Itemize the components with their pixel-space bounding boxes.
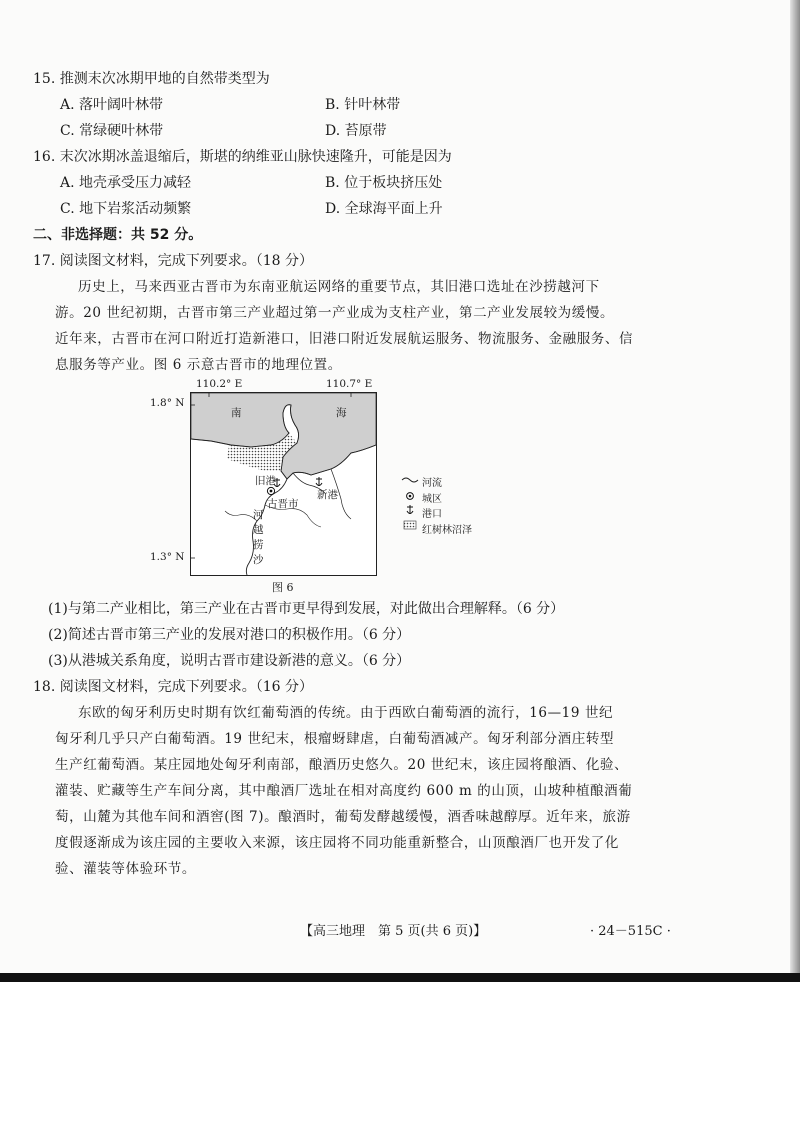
q18-para-line: 验、灌装等体验环节。 [55,861,196,877]
q18-stem: 18. 阅读图文材料，完成下列要求。（16 分） [33,679,313,695]
q16-stem: 16. 末次冰期冰盖退缩后，斯堪的纳维亚山脉快速隆升，可能是因为 [33,149,452,165]
city-label: 古晋市 [267,498,299,510]
q15-option-d: D. 苔原带 [325,123,387,139]
old-port-label: 旧港 [255,475,276,487]
map-lat-top: 1.8° N [150,397,185,409]
q16-option-b: B. 位于板块挤压处 [325,175,443,191]
q15-option-c: C. 常绿硬叶林带 [60,123,164,139]
city-marker-dot [270,490,273,493]
page-edge-shadow [790,0,800,980]
map-lon-right: 110.7° E [326,378,373,390]
q17-subquestion: (1)与第二产业相比，第三产业在古晋市更早得到发展，对此做出合理解释。（6 分） [48,601,565,617]
legend-river-icon [402,478,418,482]
figure-6-map [190,392,377,576]
legend-port-icon [407,505,413,514]
q18-para-line: 匈牙利几乎只产白葡萄酒。19 世纪末，根瘤蚜肆虐，白葡萄酒减产。匈牙利部分酒庄转型 [55,731,615,747]
new-port-label: 新港 [317,489,338,501]
legend-river-label: 河流 [422,478,442,489]
q15-option-a: A. 落叶阔叶林带 [60,97,164,113]
q17-stem: 17. 阅读图文材料，完成下列要求。（18 分） [33,253,313,269]
q15-stem: 15. 推测末次冰期甲地的自然带类型为 [33,71,270,87]
q17-para-line: 息服务等产业。图 6 示意古晋市的地理位置。 [55,357,342,373]
q16-option-d: D. 全球海平面上升 [325,201,443,217]
q16-option-c: C. 地下岩浆活动频繁 [60,201,192,217]
legend-port-label: 港口 [422,509,442,520]
sea-label-char: 南 [231,407,242,419]
q18-para-line: 萄，山麓为其他车间和酒窖(图 7)。酿酒时，葡萄发酵越缓慢，酒香味越醇厚。近年来，旅游 [55,809,631,825]
page-bottom-border [0,973,800,982]
q18-para-line: 生产红葡萄酒。某庄园地处匈牙利南部，酿酒历史悠久。20 世纪末，该庄园将酿酒、化验、 [55,757,629,773]
q17-para-line: 历史上，马来西亚古晋市为东南亚航运网络的重要节点，其旧港口选址在沙捞越河下 [78,279,600,295]
q17-para-line: 游。20 世纪初期，古晋市第三产业超过第一产业成为支柱产业，第二产业发展较为缓慢。 [55,305,615,321]
q17-subquestion: (2)简述古晋市第三产业的发展对港口的积极作用。（6 分） [48,627,411,643]
sea-area [191,393,376,479]
legend-mangrove-icon [404,521,416,529]
legend-city-label: 城区 [422,494,442,505]
q17-subquestion: (3)从港城关系角度，说明古晋市建设新港的意义。（6 分） [48,653,411,669]
sea-label-char: 海 [336,407,347,419]
map-lat-bottom: 1.3° N [150,551,185,563]
q17-para-line: 近年来，古晋市在河口附近打造新港口，旧港口附近发展航运服务、物流服务、金融服务、信 [55,331,634,347]
page-footer-code: · 24－515C · [590,924,671,939]
river-label-char: 捞 [253,539,264,551]
q18-para-line: 度假逐渐成为该庄园的主要收入来源，该庄园将不同功能重新整合，山顶酿酒厂也开发了化 [55,835,619,851]
legend-mangrove-label: 红树林沼泽 [422,525,472,536]
map-legend-symbols [400,474,420,534]
map-lon-left: 110.2° E [196,378,243,390]
q16-option-a: A. 地壳承受压力减轻 [60,175,192,191]
map-drawing [191,393,376,575]
figure-caption: 图 6 [272,581,294,594]
q15-option-b: B. 针叶林带 [325,97,401,113]
new-port-anchor-icon [316,477,322,486]
q18-para-line: 灌装、贮藏等生产车间分离，其中酿酒厂选址在相对高度约 600 m 的山顶，山坡种植酿酒葡 [55,783,633,799]
river-label-char: 越 [253,524,264,536]
river-label-char: 沙 [253,554,264,566]
q18-para-line: 东欧的匈牙利历史时期有饮红葡萄酒的传统。由于西欧白葡萄酒的流行，16—19 世纪 [78,705,614,721]
page-footer-title: 【高三地理 第 5 页(共 6 页)】 [300,924,487,939]
river-label-char: 河 [253,509,264,521]
section-heading: 二、非选择题：共 52 分。 [33,227,203,243]
